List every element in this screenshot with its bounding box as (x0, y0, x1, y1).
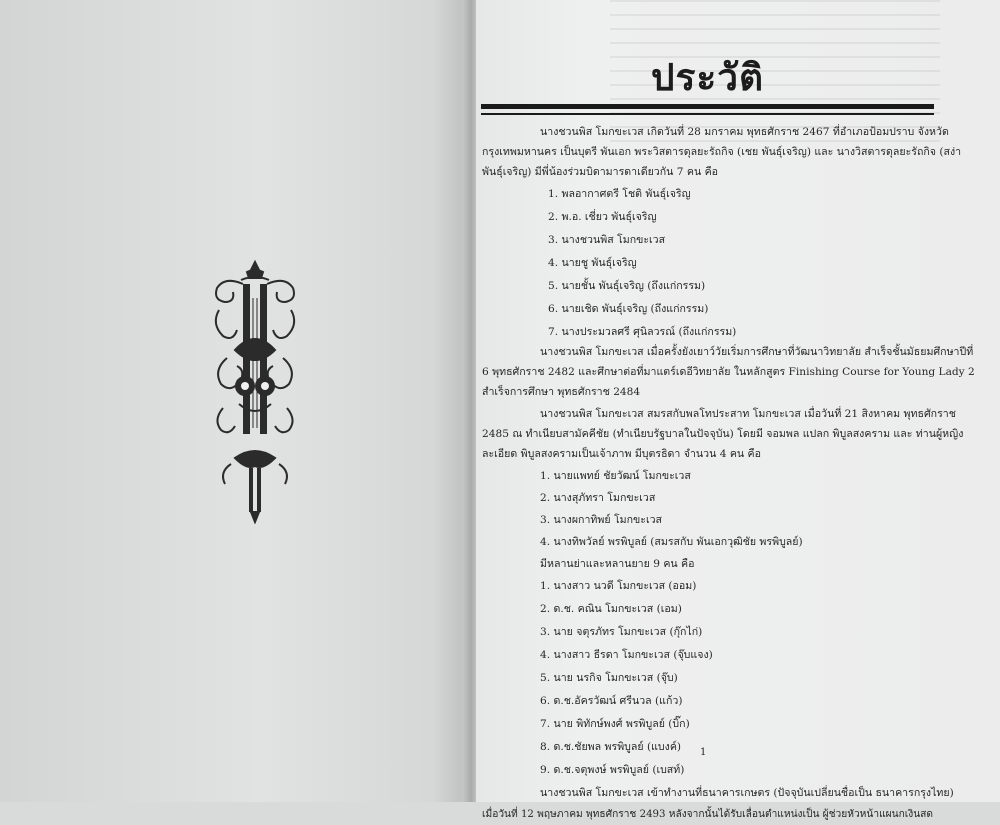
paragraph-line: นางชวนพิส โมกขะเวส เมื่อครั้งยังเยาว์วัยเริ่มการศึกษาที่วัฒนาวิทยาลัย สำเร็จชั้นมัธยมศึกษาปีที่ (540, 346, 974, 358)
paragraph-line: นางชวนพิส โมกขะเวส เกิดวันที่ 28 มกราคม พุทธศักราช 2467 ที่อำเภอป้อมปราบ จังหวัด (540, 126, 949, 138)
title-divider (481, 104, 934, 118)
paragraph-line: 6 พุทธศักราช 2482 และศึกษาต่อที่มาแตร์เดอีวิทยาลัย ในหลักสูตร Finishing Course for Young Lady 2 (482, 366, 975, 378)
list-item: 7. นางประมวลศรี ศุนิลวรณ์ (ถึงแก่กรรม) (548, 326, 737, 338)
list-item: 6. นายเชิด พันธุ์เจริญ (ถึงแก่กรรม) (548, 303, 709, 315)
list-item: 9. ด.ช.จตุพงษ์ พรพิบูลย์ (เบสท์) (540, 764, 685, 776)
paragraph-line: พันธุ์เจริญ) มีพี่น้องร่วมบิดามารดาเดียวกัน 7 คน คือ (482, 166, 719, 178)
list-item: 2. นางสุภัทรา โมกขะเวส (540, 492, 656, 504)
list-item: 4. นางสาว ธีรดา โมกขะเวส (จุ๊บแจง) (540, 649, 713, 661)
list-item: 3. นาย จตุรภัทร โมกขะเวส (กุ๊กไก่) (540, 626, 703, 638)
paragraph-line: นางชวนพิส โมกขะเวส เข้าทำงานที่ธนาคารเกษตร (ปัจจุบันเปลี่ยนชื่อเป็น ธนาคารกรุงไทย) (540, 787, 954, 799)
list-item: 3. นางผกาทิพย์ โมกขะเวส (540, 514, 663, 526)
list-item: 3. นางชวนพิส โมกขะเวส (548, 234, 666, 246)
list-item: 8. ด.ช.ชัยพล พรพิบูลย์ (แบงค์) (540, 741, 682, 753)
page-title: ประวัติ (650, 56, 765, 99)
list-item: 2. ด.ช. คณิน โมกขะเวส (เอม) (540, 603, 682, 615)
paragraph-line: ละเอียด พิบูลสงครามเป็นเจ้าภาพ มีบุตรธิดา จำนวน 4 คน คือ (482, 448, 761, 460)
list-item: 7. นาย พิทักษ์พงศ์ พรพิบูลย์ (บิ๊ก) (540, 718, 690, 730)
paragraph-line: มีหลานย่าและหลานยาย 9 คน คือ (540, 558, 695, 570)
paragraph-line: 2485 ณ ทำเนียบสามัคคีชัย (ทำเนียบรัฐบาลในปัจจุบัน) โดยมี จอมพล แปลก พิบูลสงคราม และ ท่านผู้หญิง (482, 428, 964, 440)
paragraph-line: สำเร็จการศึกษา พุทธศักราช 2484 (482, 386, 641, 398)
list-item: 6. ด.ช.อัครวัฒน์ ศรีนวล (แก้ว) (540, 695, 683, 707)
list-item: 4. นางทิพวัลย์ พรพิบูลย์ (สมรสกับ พันเอกวุฒิชัย พรพิบูลย์) (540, 536, 803, 548)
paragraph-line: นางชวนพิส โมกขะเวส สมรสกับพลโทประสาท โมกขะเวส เมื่อวันที่ 21 สิงหาคม พุทธศักราช (540, 408, 956, 420)
list-item: 1. นางสาว นวดี โมกขะเวส (ออม) (540, 580, 697, 592)
list-item: 5. นายชั้น พันธุ์เจริญ (ถึงแก่กรรม) (548, 280, 706, 292)
paragraph-line: กรุงเทพมหานคร เป็นบุตรี พันเอก พระวิสตารดุลยะรัถกิจ (เชย พันธุ์เจริญ) และ นางวิสตารดุลยะรัถกิจ (สง่า (482, 146, 962, 158)
paragraph-line: เมื่อวันที่ 12 พฤษภาคม พุทธศักราช 2493 หลังจากนั้นได้รับเลื่อนตำแหน่งเป็น ผู้ช่วยหัวหน้าแผนกเงินสด (482, 809, 933, 820)
list-item: 4. นายชู พันธุ์เจริญ (548, 257, 637, 269)
list-item: 1. นายแพทย์ ชัยวัฒน์ โมกขะเวส (540, 470, 691, 482)
list-item: 5. นาย นรกิจ โมกขะเวส (จุ๊บ) (540, 672, 678, 684)
list-item: 2. พ.อ. เชี่ยว พันธุ์เจริญ (548, 211, 657, 223)
thai-ornament-icon (205, 258, 305, 524)
page-number: 1 (700, 747, 707, 758)
list-item: 1. พลอากาศตรี โชติ พันธุ์เจริญ (548, 188, 691, 200)
